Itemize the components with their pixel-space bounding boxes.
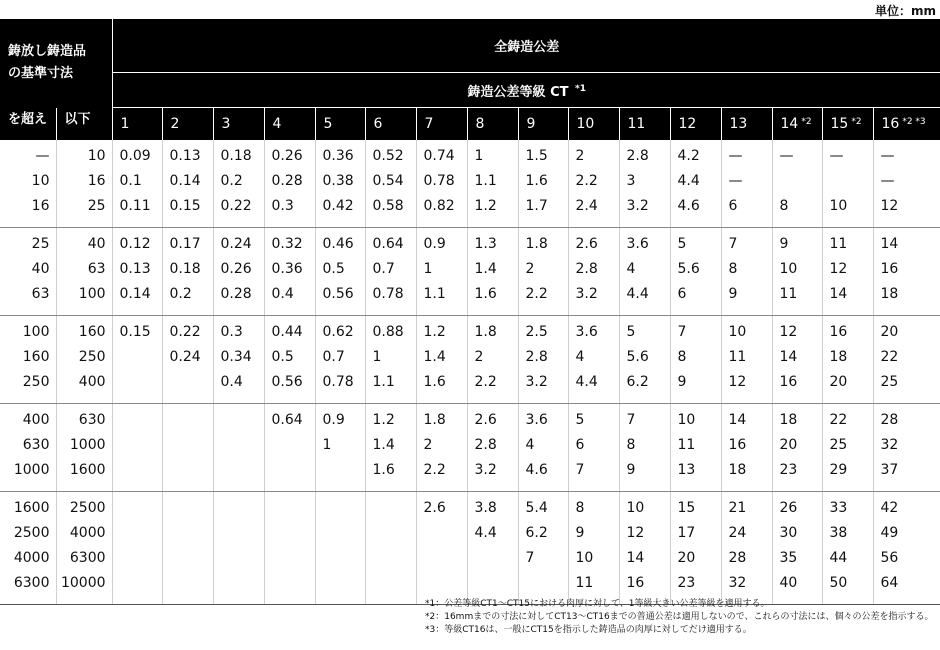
tolerance-cell: 0.52 0.54 0.58: [365, 140, 416, 228]
tolerance-cell: 0.88 1 1.1: [365, 316, 416, 404]
grade-number: 10: [576, 116, 595, 132]
table-header: [0, 19, 940, 140]
grade-header-cell: [568, 108, 619, 141]
tolerance-cell: 5 5.6 6.2: [619, 316, 670, 404]
grade-header-cell: [213, 108, 264, 141]
tolerance-cell: [162, 492, 213, 605]
tolerance-cell: 2.8 3 3.2: [619, 140, 670, 228]
tolerance-cell: 0.3 0.34 0.4: [213, 316, 264, 404]
grade-header-cell: [315, 108, 365, 141]
tolerance-cell: 9 10 11: [772, 228, 822, 316]
header-corner: [0, 19, 112, 108]
tolerance-cell: 1.3 1.4 1.6: [467, 228, 518, 316]
tolerance-cell: 1.8 2 2.2: [416, 404, 467, 492]
tolerance-cell: 0.46 0.5 0.56: [315, 228, 365, 316]
tolerance-cell: 0.22 0.24: [162, 316, 213, 404]
tolerance-cell: 18 20 23: [772, 404, 822, 492]
size-upto-cell: 160 250 400: [56, 316, 112, 404]
grade-header-cell: [162, 108, 213, 141]
tolerance-cell: 16 18 20: [822, 316, 873, 404]
tolerance-cell: 1.8 2 2.2: [518, 228, 568, 316]
tolerance-cell: 3.6 4 4.4: [619, 228, 670, 316]
footnote-2: *2：16mmまでの寸法に対してCT13～CT16までの普通公差は適用しないので、これらの寸法には、個々の公差を指示する。: [425, 612, 934, 622]
corner-line-2: の基準寸法: [8, 66, 74, 82]
tolerance-cell: 0.26 0.28 0.3: [264, 140, 315, 228]
tolerance-cell: 10 12 14 16: [619, 492, 670, 605]
tolerance-cell: 7 8 9: [721, 228, 772, 316]
total-tolerance-title: 全鋳造公差: [112, 19, 940, 73]
grade-number: 4: [272, 116, 282, 132]
tolerance-cell: 1.8 2 2.2: [467, 316, 518, 404]
tolerance-cell: 26 30 35 40: [772, 492, 822, 605]
table-row: [0, 228, 940, 316]
size-over-cell: 1600 2500 4000 6300: [0, 492, 56, 605]
tolerance-cell: 0.62 0.7 0.78: [315, 316, 365, 404]
footnote-3: *3：等級CT16は、一般にCT15を指示した鋳造品の肉厚に対してだけ適用する。: [425, 625, 752, 635]
tolerance-cell: [112, 404, 162, 492]
grade-number: 5: [323, 116, 333, 132]
tolerance-cell: 0.9 1: [315, 404, 365, 492]
table-body: [0, 140, 940, 605]
grade-number: 11: [627, 116, 646, 132]
corner-line-1: 鋳放し鋳造品: [8, 44, 87, 60]
size-over-cell: 25 40 63: [0, 228, 56, 316]
tolerance-cell: [213, 492, 264, 605]
footnote-1: *1：公差等級CT1～CT15における肉厚に対して、1等級大きい公差等級を適用する。: [425, 599, 770, 609]
grade-number: 1: [120, 116, 130, 132]
grade-footnote-mark: *2: [801, 117, 812, 127]
tolerance-cell: 5 6 7: [568, 404, 619, 492]
tolerance-cell: 3.8 4.4: [467, 492, 518, 605]
tolerance-cell: 3.6 4 4.6: [518, 404, 568, 492]
tolerance-cell: 20 22 25: [873, 316, 940, 404]
tolerance-cell: 0.09 0.1 0.11: [112, 140, 162, 228]
tolerance-cell: 0.32 0.36 0.4: [264, 228, 315, 316]
tolerance-cell: 1.2 1.4 1.6: [365, 404, 416, 492]
tolerance-cell: 0.64 0.7 0.78: [365, 228, 416, 316]
grade-header-cell: [873, 108, 940, 141]
grade-header-cell: [365, 108, 416, 141]
size-over-cell: 400 630 1000: [0, 404, 56, 492]
size-over-cell: — 10 16: [0, 140, 56, 228]
tolerance-cell: 8 9 10 11: [568, 492, 619, 605]
tolerance-cell: 5.4 6.2 7: [518, 492, 568, 605]
grade-footnote-mark: *2: [851, 117, 862, 127]
tolerance-cell: 15 17 20 23: [670, 492, 721, 605]
tolerance-cell: — — 6: [721, 140, 772, 228]
grade-number: 15: [830, 116, 849, 132]
tolerance-cell: [213, 404, 264, 492]
table-row: [0, 492, 940, 605]
tolerance-cell: 2.6 2.8 3.2: [568, 228, 619, 316]
tolerance-cell: 0.13 0.14 0.15: [162, 140, 213, 228]
grade-title: [112, 73, 940, 108]
tolerance-cell: 7 8 9: [670, 316, 721, 404]
tolerance-cell: 0.12 0.13 0.14: [112, 228, 162, 316]
grade-header-cell: [467, 108, 518, 141]
tolerance-cell: 22 25 29: [822, 404, 873, 492]
tolerance-cell: [162, 404, 213, 492]
tolerance-cell: 0.9 1 1.1: [416, 228, 467, 316]
grade-header-cell: [416, 108, 467, 141]
tolerance-cell: 14 16 18: [873, 228, 940, 316]
tolerance-cell: 10 11 13: [670, 404, 721, 492]
size-upto-cell: 630 1000 1600: [56, 404, 112, 492]
tolerance-cell: 21 24 28 32: [721, 492, 772, 605]
grade-header-cell: [264, 108, 315, 141]
grade-title-mark: *1: [575, 83, 586, 94]
table-row: [0, 316, 940, 404]
tolerance-cell: 4.2 4.4 4.6: [670, 140, 721, 228]
size-upto-cell: 10 16 25: [56, 140, 112, 228]
tolerance-cell: 0.15: [112, 316, 162, 404]
grade-number: 2: [170, 116, 180, 132]
size-over-cell: 100 160 250: [0, 316, 56, 404]
grade-number: 7: [424, 116, 434, 132]
tolerance-cell: 0.24 0.26 0.28: [213, 228, 264, 316]
tolerance-cell: 1 1.1 1.2: [467, 140, 518, 228]
grade-number: 3: [221, 116, 231, 132]
size-upto-cell: 40 63 100: [56, 228, 112, 316]
tolerance-cell: 42 49 56 64: [873, 492, 940, 605]
tolerance-cell: 33 38 44 50: [822, 492, 873, 605]
size-upto-cell: 2500 4000 6300 10000: [56, 492, 112, 605]
grade-header-cell: [619, 108, 670, 141]
grade-header-cell: [822, 108, 873, 141]
grade-header-cell: [518, 108, 568, 141]
tolerance-cell: [264, 492, 315, 605]
table-row: [0, 140, 940, 228]
grade-number: 13: [729, 116, 748, 132]
tolerance-cell: 0.44 0.5 0.56: [264, 316, 315, 404]
tolerance-cell: 0.36 0.38 0.42: [315, 140, 365, 228]
tolerance-cell: — 8: [772, 140, 822, 228]
grade-number: 12: [678, 116, 697, 132]
table-row: [0, 404, 940, 492]
tolerance-cell: 11 12 14: [822, 228, 873, 316]
grade-footnote-mark: *2 *3: [902, 117, 926, 127]
tolerance-cell: 7 8 9: [619, 404, 670, 492]
footnotes: [425, 598, 934, 637]
tolerance-cell: 1.2 1.4 1.6: [416, 316, 467, 404]
tolerance-table: [0, 19, 940, 605]
tolerance-cell: 0.18 0.2 0.22: [213, 140, 264, 228]
tolerance-cell: 14 16 18: [721, 404, 772, 492]
grade-header-cell: [772, 108, 822, 141]
tolerance-cell: 0.17 0.18 0.2: [162, 228, 213, 316]
tolerance-cell: 2 2.2 2.4: [568, 140, 619, 228]
grade-header-cell: [721, 108, 772, 141]
tolerance-cell: 3.6 4 4.4: [568, 316, 619, 404]
tolerance-cell: 2.6: [416, 492, 467, 605]
tolerance-cell: 0.74 0.78 0.82: [416, 140, 467, 228]
grade-header-cell: [112, 108, 162, 141]
exceed-label: を超え: [0, 108, 56, 141]
tolerance-cell: 5 5.6 6: [670, 228, 721, 316]
tolerance-cell: 2.5 2.8 3.2: [518, 316, 568, 404]
grade-number: 6: [373, 116, 383, 132]
unit-label: 単位：mm: [874, 4, 936, 18]
tolerance-cell: 10 11 12: [721, 316, 772, 404]
tolerance-cell: 2.6 2.8 3.2: [467, 404, 518, 492]
tolerance-cell: 0.64: [264, 404, 315, 492]
tolerance-cell: [315, 492, 365, 605]
grade-title-text: 鋳造公差等級 CT: [467, 84, 569, 100]
tolerance-cell: 12 14 16: [772, 316, 822, 404]
tolerance-cell: [112, 492, 162, 605]
grade-number: 14: [780, 116, 799, 132]
grade-number: 8: [475, 116, 485, 132]
below-label: 以下: [56, 108, 112, 141]
tolerance-cell: — 10: [822, 140, 873, 228]
tolerance-cell: 28 32 37: [873, 404, 940, 492]
tolerance-cell: 1.5 1.6 1.7: [518, 140, 568, 228]
grade-number: 9: [526, 116, 536, 132]
grade-header-cell: [670, 108, 721, 141]
tolerance-cell: — — 12: [873, 140, 940, 228]
tolerance-cell: [365, 492, 416, 605]
grade-number: 16: [881, 116, 900, 132]
